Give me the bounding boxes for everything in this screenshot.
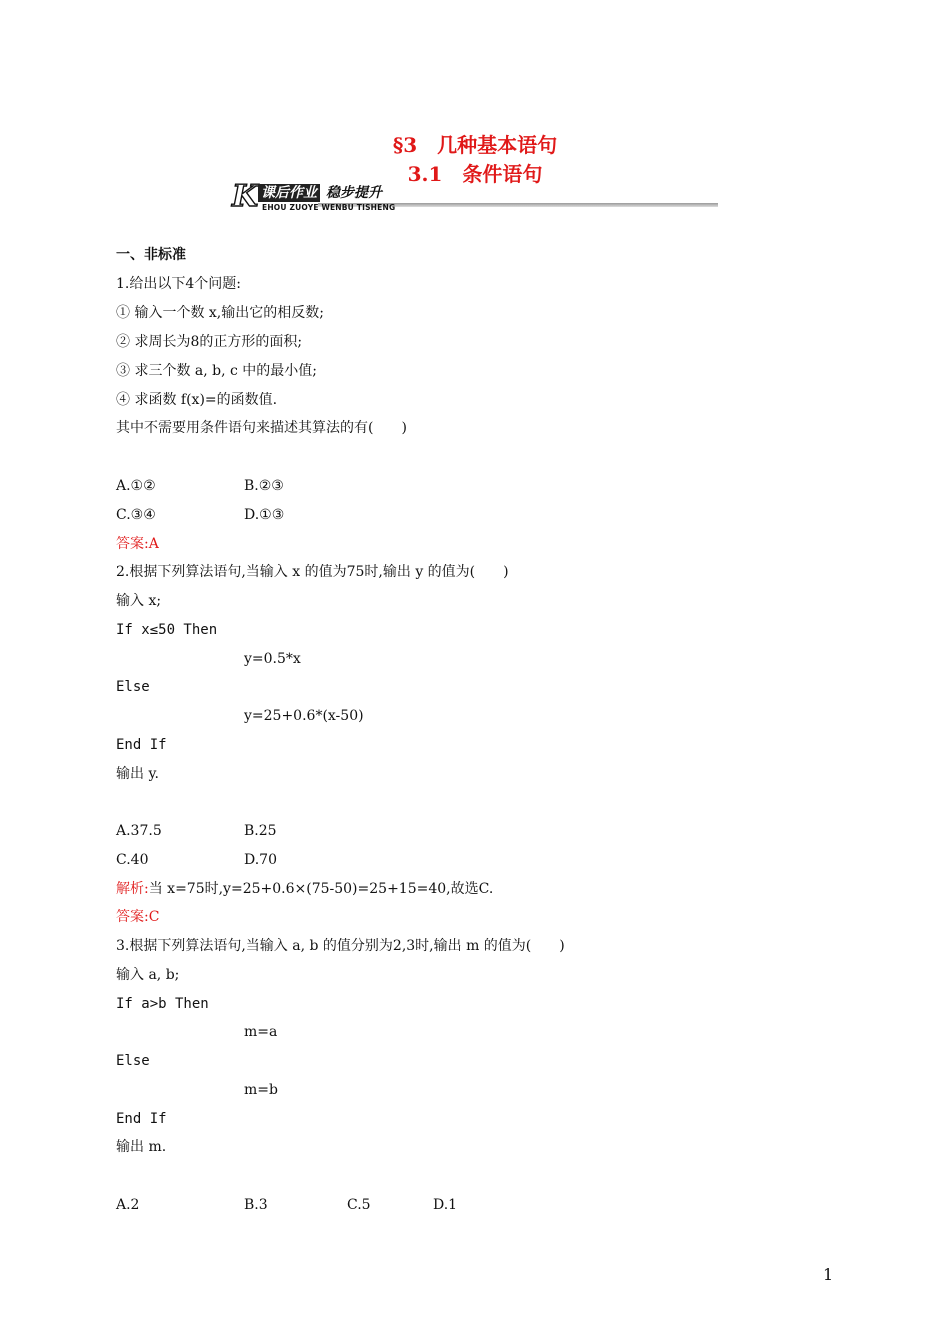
q1-option-c: C.③④ <box>116 507 156 523</box>
q2-analysis-label: 解析: <box>116 881 149 897</box>
q1-item: ④ 求函数 f(x)=的函数值. <box>116 392 278 408</box>
q2-option-d: D.70 <box>244 852 277 868</box>
q2-code-line: If x≤50 Then <box>116 622 218 638</box>
q1-item: ① 输入一个数 x,输出它的相反数; <box>116 305 324 321</box>
q3-code-line: m=a <box>244 1024 278 1040</box>
q2-code-line: y=25+0.6*(x-50) <box>244 708 364 724</box>
q1-answer: 答案:A <box>116 536 159 552</box>
q2-code-line: Else <box>116 679 150 695</box>
q3-code-line: 输入 a, b; <box>116 967 180 983</box>
subsection-title: 3.1 条件语句 <box>407 162 543 186</box>
q3-option-b: B.3 <box>244 1197 268 1213</box>
q2-code-line: End If <box>116 737 167 753</box>
q2-option-a: A.37.5 <box>116 823 162 839</box>
banner-pinyin: EHOU ZUOYE WENBU TISHENG <box>262 203 396 212</box>
q1-question: 其中不需要用条件语句来描述其算法的有( ) <box>116 420 407 436</box>
homework-banner <box>232 179 718 216</box>
q3-stem: 3.根据下列算法语句,当输入 a, b 的值分别为2,3时,输出 m 的值为( ) <box>116 938 565 954</box>
q2-option-b: B.25 <box>244 823 277 839</box>
q2-code-line: 输入 x; <box>116 593 162 609</box>
q3-code-line: 输出 m. <box>116 1139 167 1155</box>
q3-option-a: A.2 <box>116 1197 140 1213</box>
section-title: §3 几种基本语句 <box>392 133 558 157</box>
q1-option-b: B.②③ <box>244 478 284 494</box>
section-heading: 一、非标准 <box>116 247 186 263</box>
q2-answer: 答案:C <box>116 909 160 925</box>
banner-sub-text: 稳步提升 <box>326 185 382 201</box>
q2-code-line: y=0.5*x <box>244 651 301 667</box>
q3-option-c: C.5 <box>347 1197 371 1213</box>
q2-option-c: C.40 <box>116 852 149 868</box>
banner-main-text: 课后作业 <box>258 184 320 202</box>
q1-option-a: A.①② <box>116 478 156 494</box>
q3-option-d: D.1 <box>433 1197 458 1213</box>
q2-code-line: 输出 y. <box>116 766 159 782</box>
q3-code-line: If a>b Then <box>116 996 209 1012</box>
q3-code-line: Else <box>116 1053 150 1069</box>
q2-stem: 2.根据下列算法语句,当输入 x 的值为75时,输出 y 的值为( ) <box>116 564 509 580</box>
q3-code-line: End If <box>116 1111 167 1127</box>
q2-analysis <box>116 879 493 899</box>
q1-item: ② 求周长为8的正方形的面积; <box>116 334 303 350</box>
page-number: 1 <box>823 1265 834 1284</box>
q1-item: ③ 求三个数 a, b, c 中的最小值; <box>116 363 318 379</box>
q2-analysis-text: 当 x=75时,y=25+0.6×(75-50)=25+15=40,故选C. <box>148 881 494 897</box>
banner-k-logo: K <box>232 179 259 214</box>
q3-code-line: m=b <box>244 1082 278 1098</box>
q1-option-d: D.①③ <box>244 507 285 523</box>
q1-stem: 1.给出以下4个问题: <box>116 276 241 292</box>
